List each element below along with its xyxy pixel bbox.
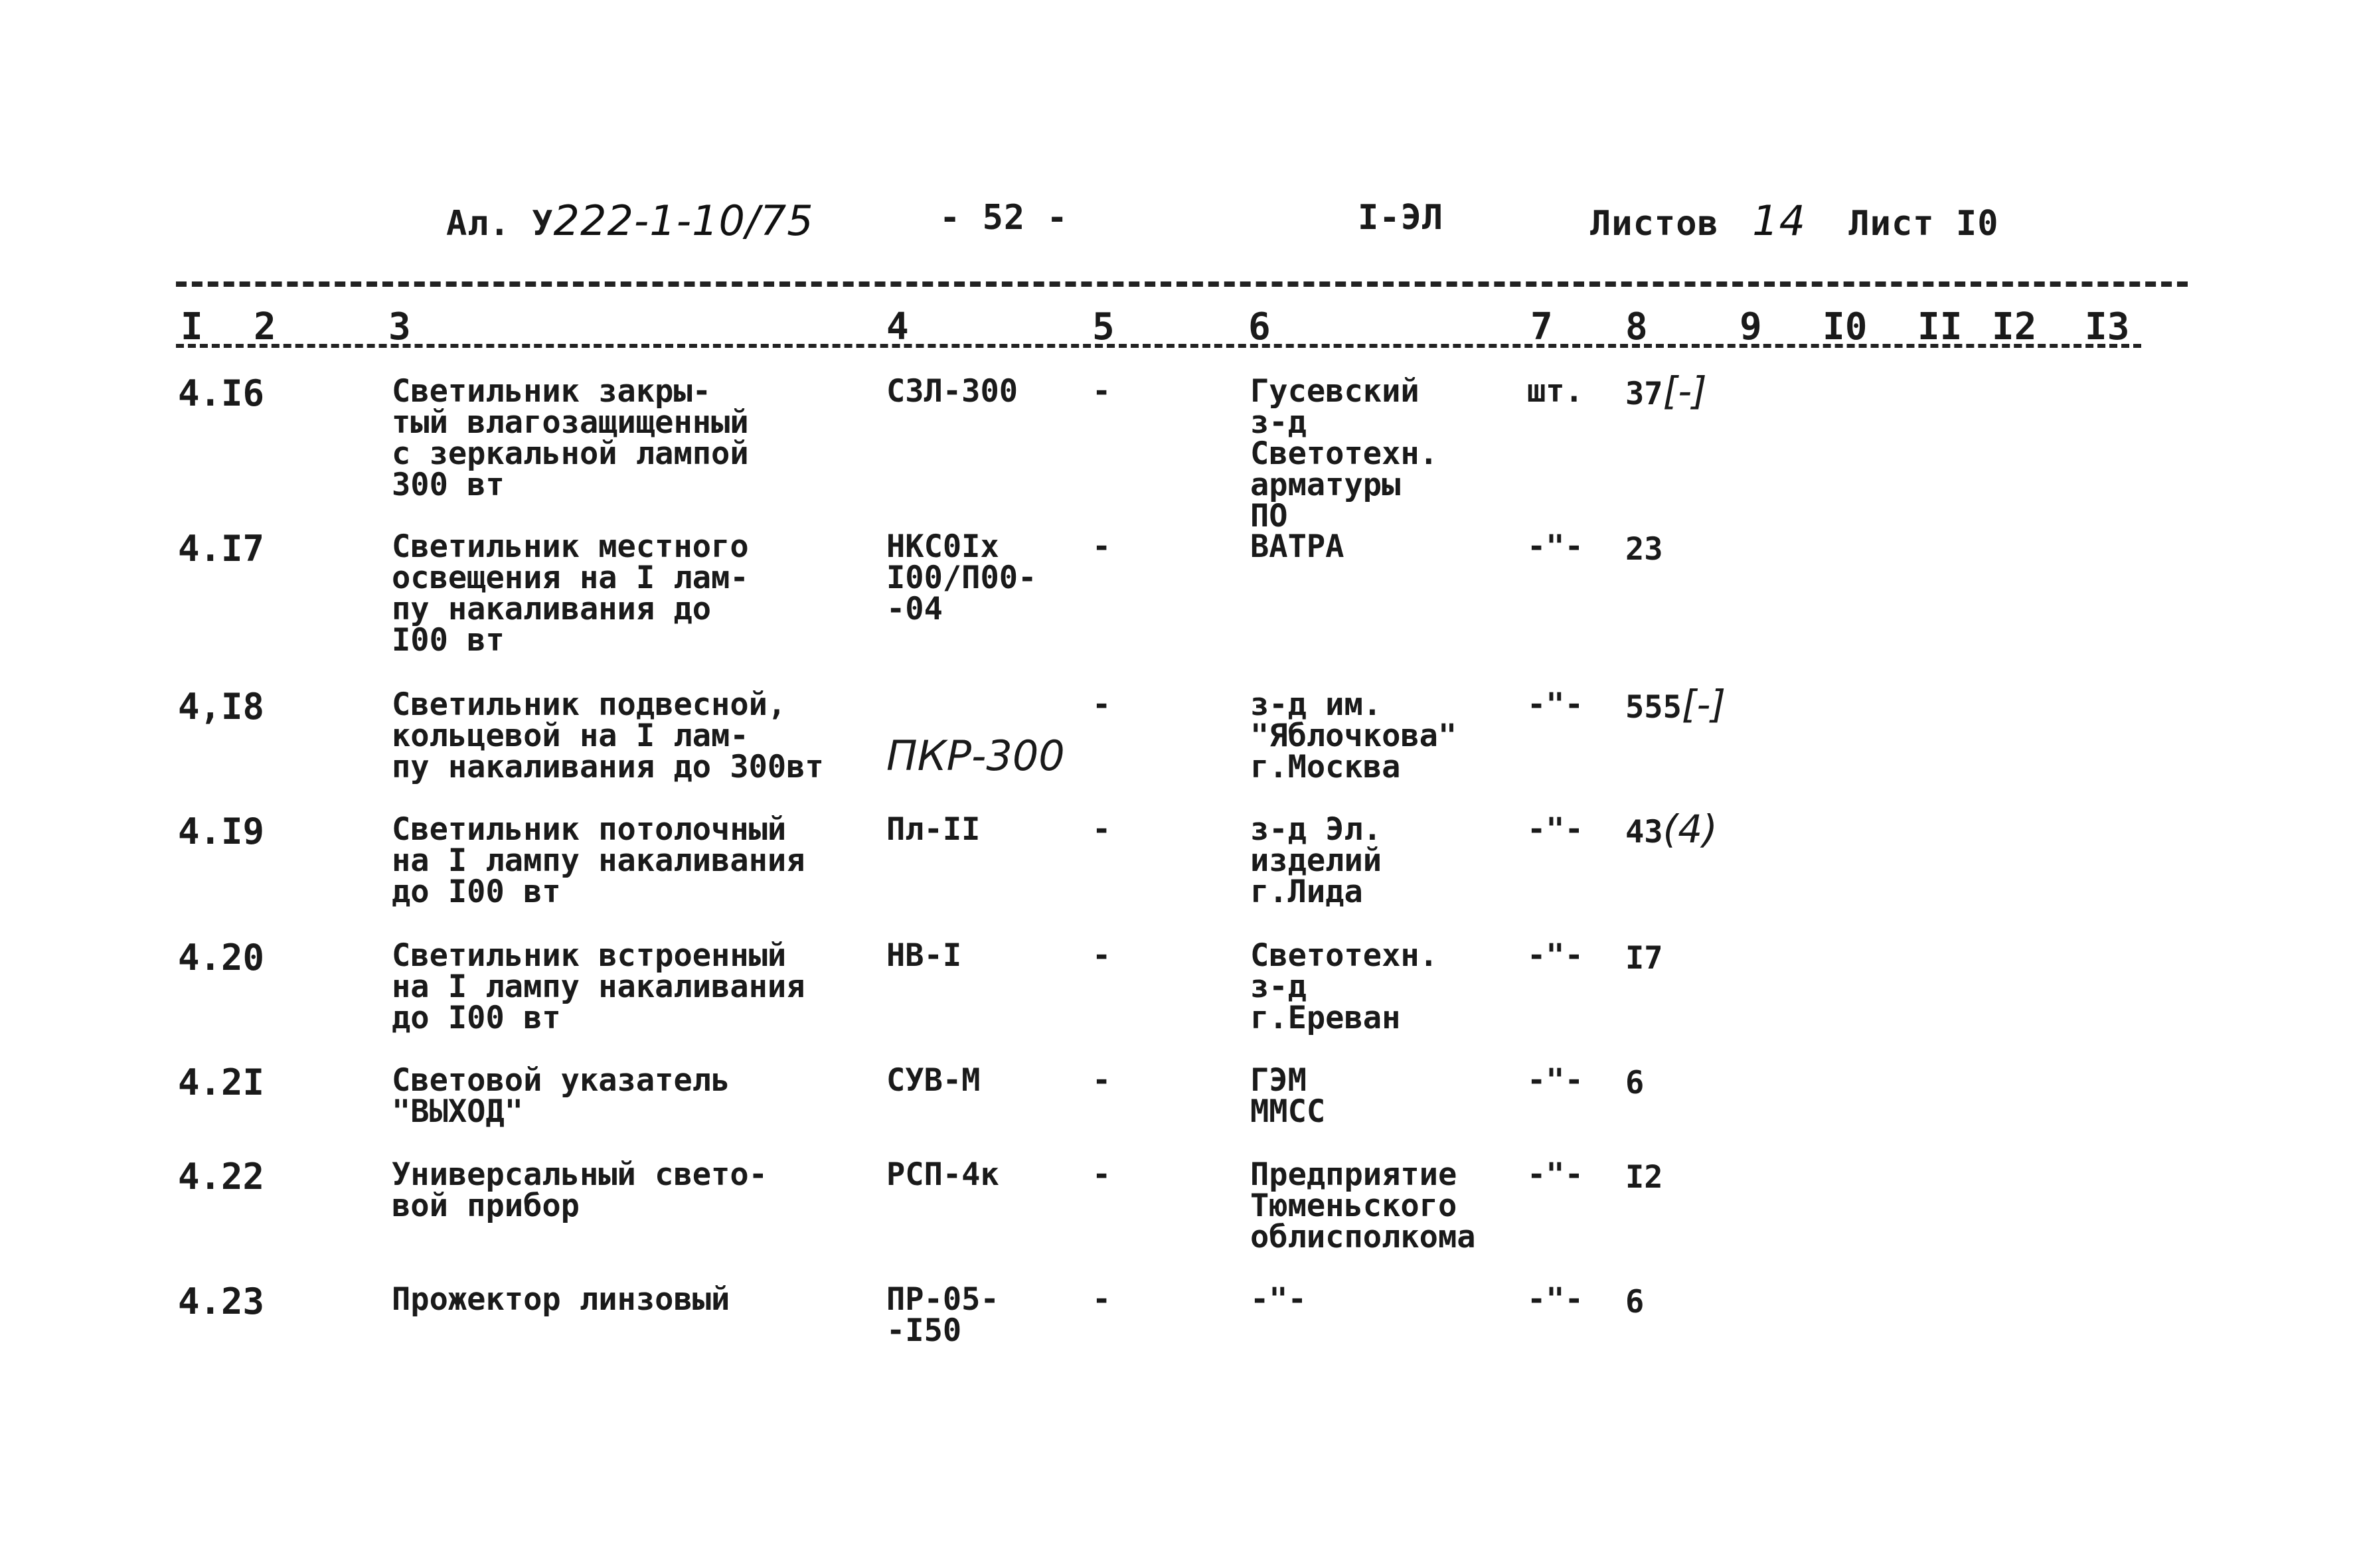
quantity: I7 bbox=[1625, 940, 1663, 977]
item-type: НВ-I bbox=[886, 937, 962, 974]
top-dashed-rule bbox=[176, 281, 2188, 287]
item-name: Светильник встроенный на I лампу накаливания до I00 вт bbox=[392, 937, 805, 1036]
item-name: Светильник закры- тый влагозащищенный с зеркальной лампой 300 вт bbox=[392, 373, 749, 503]
col5-value: - bbox=[1092, 373, 1111, 410]
item-name: Светильник потолочный на I лампу накаливания до I00 вт bbox=[392, 811, 805, 910]
item-name: Светильник местного освещения на I лам- пу накаливания до I00 вт bbox=[392, 528, 749, 659]
unit: -"- bbox=[1527, 937, 1583, 974]
column-heading-10: I0 bbox=[1823, 305, 1868, 349]
col5-value: - bbox=[1092, 1156, 1111, 1193]
unit: -"- bbox=[1527, 1281, 1583, 1318]
quantity: 555[-] bbox=[1625, 682, 1726, 727]
column-heading-1: I bbox=[181, 305, 203, 349]
column-heading-3: 3 bbox=[388, 305, 411, 349]
unit: -"- bbox=[1527, 528, 1583, 565]
item-type: РСП-4к bbox=[886, 1156, 999, 1193]
manufacturer: з-д им. "Яблочкова" г.Москва bbox=[1250, 686, 1457, 785]
item-type: СЗЛ-300 bbox=[886, 373, 1018, 410]
unit: шт. bbox=[1527, 373, 1583, 410]
item-name: Универсальный свето- вой прибор bbox=[392, 1156, 768, 1224]
column-heading-9: 9 bbox=[1740, 305, 1762, 349]
sheets-info bbox=[1590, 196, 1999, 245]
item-type: Пл-II bbox=[886, 811, 981, 848]
row-number: 4.I9 bbox=[178, 811, 265, 852]
handwritten-note: [-] bbox=[1681, 682, 1726, 727]
quantity: 6 bbox=[1625, 1284, 1645, 1320]
column-heading-4: 4 bbox=[886, 305, 909, 349]
column-heading-5: 5 bbox=[1092, 305, 1115, 349]
unit: -"- bbox=[1527, 1062, 1583, 1099]
unit: -"- bbox=[1527, 1156, 1583, 1193]
doc-code: I-ЭЛ bbox=[1358, 198, 1444, 238]
column-heading-6: 6 bbox=[1248, 305, 1271, 349]
quantity: 37[-] bbox=[1625, 368, 1707, 414]
page-number: - 52 - bbox=[939, 198, 1068, 238]
row-number: 4.23 bbox=[178, 1281, 265, 1322]
column-heading-12: I2 bbox=[1992, 305, 2037, 349]
sheet-label: Лист bbox=[1848, 204, 1935, 244]
item-type: ПР-05- -I50 bbox=[886, 1281, 999, 1349]
row-number: 4.2I bbox=[178, 1061, 265, 1103]
album-code bbox=[446, 196, 814, 245]
quantity: 23 bbox=[1625, 531, 1663, 568]
row-number: 4.22 bbox=[178, 1156, 265, 1198]
row-number: 4.I6 bbox=[178, 372, 265, 414]
manufacturer: Светотехн. з-д г.Ереван bbox=[1250, 937, 1438, 1036]
col5-value: - bbox=[1092, 1281, 1111, 1318]
quantity: I2 bbox=[1625, 1159, 1663, 1196]
heading-dashed-rule bbox=[176, 344, 2141, 348]
item-name: Светильник подвесной, кольцевой на I лам- пу накаливания до 300вт bbox=[392, 686, 824, 785]
manufacturer: Предприятие Тюменьского облисполкома bbox=[1250, 1156, 1476, 1255]
sheet-number: I0 bbox=[1955, 204, 1999, 244]
manufacturer: ГЭМ ММСС bbox=[1250, 1062, 1326, 1130]
col5-value: - bbox=[1092, 1062, 1111, 1099]
row-number: 4.20 bbox=[178, 937, 265, 979]
manufacturer: ВАТРА bbox=[1250, 528, 1344, 565]
handwritten-note: (4) bbox=[1663, 807, 1718, 852]
col5-value: - bbox=[1092, 937, 1111, 974]
manufacturer: з-д Эл. изделий г.Лида bbox=[1250, 811, 1382, 910]
column-heading-11: II bbox=[1917, 305, 1963, 349]
item-type-handwritten: ПКР-300 bbox=[886, 732, 1065, 780]
unit: -"- bbox=[1527, 811, 1583, 848]
manufacturer: -"- bbox=[1250, 1281, 1307, 1318]
col5-value: - bbox=[1092, 528, 1111, 565]
item-name: Световой указатель "ВЫХОД" bbox=[392, 1062, 730, 1130]
col5-value: - bbox=[1092, 686, 1111, 723]
item-name: Прожектор линзовый bbox=[392, 1281, 730, 1318]
column-heading-2: 2 bbox=[254, 305, 276, 349]
handwritten-note: [-] bbox=[1663, 368, 1707, 414]
unit: -"- bbox=[1527, 686, 1583, 723]
quantity: 43(4) bbox=[1625, 807, 1718, 852]
quantity: 6 bbox=[1625, 1065, 1645, 1101]
sheets-count-handwritten: 14 bbox=[1752, 196, 1807, 245]
album-number-handwritten: 222-1-10/75 bbox=[553, 196, 814, 245]
row-number: 4.I7 bbox=[178, 528, 265, 570]
column-heading-7: 7 bbox=[1530, 305, 1553, 349]
item-type: СУВ-М bbox=[886, 1062, 981, 1099]
column-heading-8: 8 bbox=[1625, 305, 1648, 349]
sheets-label: Листов bbox=[1590, 204, 1719, 244]
manufacturer: Гусевский з-д Светотехн. арматуры ПО bbox=[1250, 373, 1438, 534]
col5-value: - bbox=[1092, 811, 1111, 848]
album-prefix: Ал. У bbox=[446, 204, 554, 244]
column-heading-13: I3 bbox=[2085, 305, 2130, 349]
item-type: НКС0Iх I00/П00- -04 bbox=[886, 528, 1037, 627]
row-number: 4,I8 bbox=[178, 686, 265, 728]
